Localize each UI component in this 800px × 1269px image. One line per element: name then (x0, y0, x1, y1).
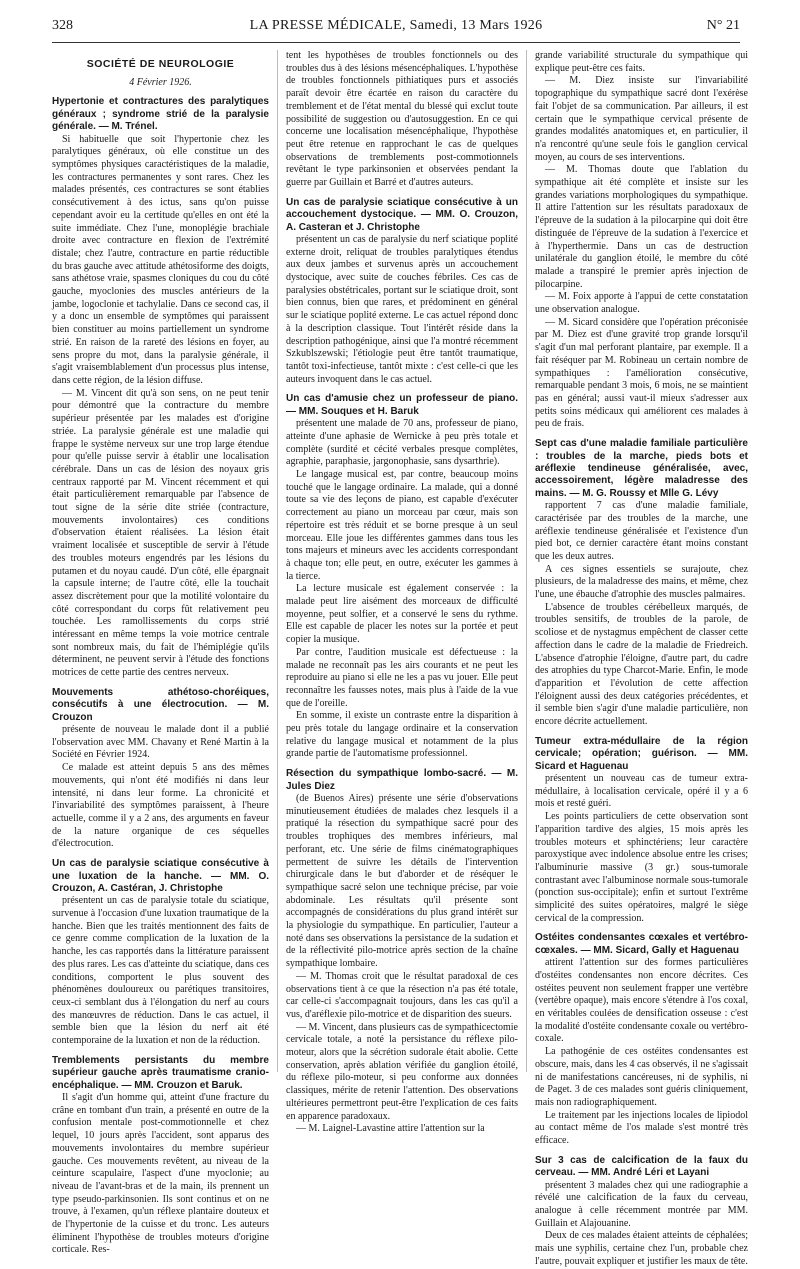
article-heading: Tremblements persistants du membre supérieur gauche après traumatisme cranio-encéphalique. — MM. Crouzon et Baruk. (52, 1054, 269, 1091)
column-2 (286, 50, 518, 1135)
article-heading: Sur 3 cas de calcification de la faux du cerveau. — MM. André Léri et Layani (535, 1154, 748, 1179)
paragraph: Il s'agit d'un homme qui, atteint d'une fracture du crâne en tombant d'un train, a présenté en outre de la confusion mentale post-commotionnelle et chez lequel, 10 jours après l'accident, sont apparus des mouvements involontaires du membre supérieur gauche. Ces mouvements revêtent, au niveau de la ceinture scapulaire, l'aspect d'une myoclonie; au niveau de l'avant-bras et de la main, ils prennent un type pseudo-parkinsonien. Ils sont continus et on ne trouve, à l'examen, qu'un réflexe plantaire douteux et de l'hypertonie de la cuisse et du tronc. Les auteurs éliminent l'hypothèse de troubles moteurs d'origine corticale. Res- (52, 1091, 269, 1256)
column-1 (52, 50, 270, 1256)
paragraph: — M. Vincent dit qu'à son sens, on ne peut tenir pour démontré que la contracture du membre supérieur présentée par les malades est d'origine striée. La paralysie générale est une maladie qui frappe le système nerveux sur une trop large étendue pour qu'elle puisse servir à établir une localisation cérébrale. Dans un cas de lésion des noyaux gris centraux rapporté par M. Vincent récemment et qui était particulièrement remarquable par l'absence de tout signe de la série dite striée (contracture, mouvements involontaires) ces conditions d'observation étaient réalisées. La lésion était vraiment localisée et susceptible de servir à l'étude des troubles moteurs engendrés par les lésions du putamen et du noyau caudé. D'un côté, elle épargnait la capsule interne; de l'autre côté, elle la touchait assez discrètement pour que la motilité volontaire du côté correspondant du corps fût relativement peu touchée. Les ramollissements du corps strié intéressant en même temps la voie motrice centrale sont nombreux mais, du fait de l'hémiplégie qu'ils déterminent, ne peuvent servir à l'étude des fonctions motrices de cette partie des centres nerveux. (52, 387, 269, 679)
article-heading: Sept cas d'une maladie familiale particulière : troubles de la marche, pieds bots et aréflexie tendineuse généralisée, avec, accessoirement, légère maladresse des mains. — M. G. Roussy et Mlle G. Lévy (535, 438, 748, 499)
paragraph: grande variabilité structurale du sympathique qui explique peut-être ces faits. (535, 50, 748, 74)
article-heading: Tumeur extra-médullaire de la région cervicale; opération; guérison. — MM. Sicard et Haguenau (535, 735, 748, 772)
paragraph: — M. Foix apporte à l'appui de cette constatation une observation analogue. (535, 291, 748, 316)
article-heading: Hypertonie et contractures des paralytiques généraux ; syndrome strié de la paralysie générale. — M. Trénel. (52, 96, 269, 133)
session-date: 4 Février 1926. (129, 76, 192, 88)
paragraph: (de Buenos Aires) présente une série d'observations minutieusement étudiées de malades chez lesquels il a pratiqué la résection du sympathique sacré pour des troubles trophiques des membres inférieurs, mal perforant, etc. Une série de films cinématographiques permettent de suivre les détails de l'intervention chirurgicale dans le but d'aborder et de réséquer le sympathique sacré selon une technique précise, par voie abdominale. Les résultats qu'il présente sont accompagnés de considérations du plus grand intérêt sur la physiologie du sympathique. En particulier, l'auteur a noté dans ses observations la persistance de la sudation et de la réflectivité pilo-motrice après section de la chaîne sympathique lombaire. (286, 793, 518, 970)
paragraph: présentent une malade de 70 ans, professeur de piano, atteinte d'une aphasie de Wernicke à peu près totale et complète (surdité et cécité verbales presque complètes, agraphie, paraphasie, jargonophasie, sans dysarthrie). (286, 418, 518, 468)
paragraph: La pathogénie de ces ostéites condensantes est obscure, mais, dans les 4 cas observés, il ne s'agissait ni de manifestations cancéreuses, ni de syphilis, ni de Paget. 3 de ces malades sont guéris cliniquement, mais non radiographiquement. (535, 1046, 748, 1108)
paragraph: Si habituelle que soit l'hypertonie chez les paralytiques généraux, où elle constitue un des symptômes physiques caractéristiques de la maladie, les contractures permanentes y sont rares. Chez les malades présentés, ces contractures se sont établies consécutivement à des ictus, sans qu'on puisse cependant avoir eu la certitude qu'elles en ont été la suite immédiate. Chez l'une, monoplégie brachiale droite avec contracture en flexion de l'extrémité distale; chez l'autre, contracture en partie réductible du bras gauche avec attitude athétosiforme des doigts, sans athétose vraie, spasmes cloniques du cou du côté gauche, myoclonies des muscles antérieurs de la jambe, logoclonie et tachylalie. Dans ce second cas, il y a donc un ensemble de symptômes qui paraissent bien constituer au moins partiellement un syndrome strié. En raison de la rareté des lésions en foyer, au sens propre du mot, dans la paralysie générale, il s'agit vraisemblablement d'un processus plus intense, dans cette région, de la lésion diffuse. (52, 133, 269, 386)
paragraph: Ce malade est atteint depuis 5 ans des mêmes mouvements, qui n'ont été modifiés ni dans leur intensité, ni dans leur forme. La chronicité et l'invariabilité des symptômes paraissent, à l'heure actuelle, comme il y a 2 ans, des arguments en faveur de la nature organique de ces séquelles d'électrocution. (52, 762, 269, 850)
paragraph: — M. Thomas croit que le résultat paradoxal de ces observations tient à ce que la résection n'a pas été totale, car celle-ci s'accompagnait toujours, dans les cas qu'il a vus, d'aréflexie pilo-motrice et de disparition des sueurs. (286, 970, 518, 1020)
paragraph: — M. Sicard considère que l'opération préconisée par M. Diez est d'une gravité trop grande lorsqu'il s'agit d'un mal perforant plantaire, par exemple. Il a fait réséquer par M. Robineau un certain nombre de sympathiques : l'amélioration consécutive, remarquable pendant 3 mois, 6 mois, ne se maintient pas en général; aussi vaut-il mieux s'adresser aux petits soins médicaux qui améliorent ces malades à peu de frais. (535, 316, 748, 430)
paragraph: La lecture musicale est également conservée : la malade peut lire aisément des morceaux de difficulté moyenne, peut solfier, et a conservé le sens du rythme. Elle est capable de placer les notes sur la portée et peut copier la musique. (286, 583, 518, 646)
paragraph: rapportent 7 cas d'une maladie familiale, caractérisée par des troubles de la marche, une aréflexie tendineuse généralisée et l'existence d'un pied bot, ce dernier caractère étant moins constant que les deux autres. (535, 500, 748, 562)
paragraph: Le langage musical est, par contre, beaucoup moins touché que le langage ordinaire. La malade, qui a donné toute sa vie des leçons de piano, est capable d'exécuter correctement au piano un morceau par cœur, mais son répertoire est très réduit et se borne presque à un seul morceau. Elle joue les différentes gammes dans tous les tons majeurs et mineurs avec les accidents correspondant à chaque ton; elle peut, en outre, exécuter les gammes à la tierce. (286, 469, 518, 582)
paragraph: Par contre, l'audition musicale est défectueuse : la malade ne reconnaît pas les airs courants et ne peut les reproduire au piano si elle ne les a pas vu jouer. Elle peut reconnaître les fausses notes, mais plus à l'aide de la vue que de l'oreille. (286, 646, 518, 709)
paragraph: — M. Thomas doute que l'ablation du sympathique ait été complète et insiste sur les grandes variations morphologiques du sympathique. Il attire l'attention sur les résultats paradoxaux de l'épreuve de la sudation à la pilocarpine qui doit être distinguée de l'épreuve de la sudation à l'exercice et à l'hyperthermie. Dans un cas de destruction unilatérale du ganglion étoilé, le membre du côté malade a transpiré le premier après injection de pilocarpine. (535, 164, 748, 290)
article-heading: Résection du sympathique lombo-sacré. — M. Jules Diez (286, 768, 518, 792)
paragraph: présentent un nouveau cas de tumeur extra-médullaire, à localisation cervicale, opéré il y a 6 mois et resté guéri. (535, 773, 748, 810)
page-number: 328 (52, 18, 73, 33)
journal-title: LA PRESSE MÉDICALE, Samedi, 13 Mars 1926 (249, 18, 543, 33)
paragraph: attirent l'attention sur des formes particulières d'ostéites condensantes non encore décrites. Ces ostéites peuvent non seulement frapper une vertèbre (vertèbre opaque), mais encore s'étendre à l'os coxal, en véritables coulées de densification osseuse : c'est la modalité d'ostéite condensante coxale ou vertébro-coxale. (535, 957, 748, 1045)
paragraph: tent les hypothèses de troubles fonctionnels ou des troubles dus à des lésions mésencéphaliques. L'hypothèse de troubles fonctionnels pithiatiques purs et associés paraît devoir être écartée en raison du caractère du tremblement et de l'état mental du blessé qui exclut toute possibilité de suggestion ou d'autosuggestion. En ce qui concerne une localisation mésencéphalique, l'hypothèse peut être retenue en rapprochant le cas de quelques observations de tremblements post-commotionnels revêtant le type parkinsonien et observées pendant la guerre par Guillain et Barré et d'autres auteurs. (286, 50, 518, 189)
header-rule (52, 42, 740, 43)
paragraph: — M. Vincent, dans plusieurs cas de sympathicectomie cervicale totale, a noté la persistance du réflexe pilo-moteur, alors que la sécrétion sudorale était abolie. Cette conservation, après ablation vérifiée du ganglion étoilé, du réflexe pilo-moteur, si peu conforme aux données classiques, mérite de retenir l'attention. Des observations ultérieures permettront peut-être l'explication de ces faits en apparence paradoxaux. (286, 1021, 518, 1122)
paragraph: présentent 3 malades chez qui une radiographie a révélé une calcification de la faux du cerveau, analogue à celle récemment montrée par MM. Guillain et Alajouanine. (535, 1179, 748, 1229)
paragraph: présentent un cas de paralysie du nerf sciatique poplité externe droit, reliquat de troubles paralytiques étendus aux deux jambes et survenus après un accouchement dystocique, avec suite de couches fébriles. Ces cas de paralysies obstétricales, portant sur le sciatique droit, sont bien connus, bien que rares, et prédominent en général sur le sciatique poplité externe. Le cas actuel répond donc à la description classique. Tout l'intérêt réside dans la description pathogénique, ainsi que l'a montré récemment Szkublszewski; l'étiologie peut être tantôt traumatique, tantôt toxi-infectieuse, tantôt mixte : c'est celle-ci que les auteurs invoquent dans le cas actuel. (286, 233, 518, 385)
paragraph: — M. Laignel-Lavastine attire l'attention sur la (296, 1123, 485, 1135)
section-title: SOCIÉTÉ DE NEUROLOGIE (86, 58, 235, 70)
paragraph: Le traitement par les injections locales de lipiodol au contact même de l'os malade s'est montré très efficace. (535, 1109, 748, 1147)
column-divider (277, 50, 278, 1072)
column-divider (526, 50, 527, 1072)
page-header (52, 18, 740, 40)
paragraph: présente de nouveau le malade dont il a publié l'observation avec MM. Chavany et René Martin à la Société en Février 1924. (52, 724, 269, 761)
article-heading: Un cas de paralysie sciatique consécutive à une luxation de la hanche. — MM. O. Crouzon, A. Castéran, J. Christophe (52, 858, 269, 894)
article-heading: Ostéites condensantes cœxales et vertébro-cœxales. — MM. Sicard, Gally et Haguenau (535, 932, 748, 956)
paragraph: L'absence de troubles cérébelleux marqués, de troubles sensitifs, de troubles de la parole, de scoliose et de nystagmus empêchent de classer cette affection dans le cadre de la maladie de Friedreich. L'absence d'atrophie l'éloigne, d'autre part, du cadre des atrophies du type Charcot-Marie. Enfin, le mode d'apparition et l'évolution de cette affection l'éloignent aussi des deux catégories précédentes, et il semble bien s'agir d'une maladie particulière, non encore décrite actuellement. (535, 601, 748, 728)
column-3 (535, 50, 748, 1267)
article-heading: Un cas de paralysie sciatique consécutive à un accouchement dystocique. — MM. O. Crouzon, A. Casteran et J. Christophe (286, 196, 518, 233)
issue-number: N° 21 (706, 18, 740, 33)
paragraph: En somme, il existe un contraste entre la disparition à peu près totale du langage ordinaire et la conservation relative du langage musical et notamment de la plus grande partie de l'automatisme professionnel. (286, 710, 518, 760)
article-heading: Mouvements athétoso-choréiques, consécutifs à une électrocution. — M. Crouzon (52, 686, 269, 723)
article-heading: Un cas d'amusie chez un professeur de piano. — MM. Souques et H. Baruk (286, 393, 518, 417)
paragraph: A ces signes essentiels se surajoute, chez plusieurs, de la maladresse des mains, et même, chez l'une, une ébauche d'atrophie des muscles palmaires. (535, 563, 748, 601)
paragraph: Deux de ces malades étaient atteints de céphalées; mais une syphilis, certaine chez l'un, probable chez l'autre, pouvait expliquer et justifier les maux de tête. (535, 1230, 748, 1267)
paragraph: présentent un cas de paralysie totale du sciatique, survenue à l'occasion d'une luxation traumatique de la hanche. Bien que les traités mentionnent des faits de ce genre comme complication de la luxation de la hanche, les cas rapportés dans la littérature paraissent des plus rares. Les cas d'atteinte du sciatique, dans ces conditions, comportent le plus souvent des phénomènes douloureux ou parétiques transitoires, ceux-ci semblant dus à l'élongation du nerf au cours des manœuvres de réduction. Dans le cas actuel, il semble bien que la lésion du nerf ait été contemporaine de la luxation et non de la réduction. (52, 895, 270, 1047)
paragraph: — M. Diez insiste sur l'invariabilité topographique du sympathique sacré dont l'exérèse fait l'objet de sa communication. Par ailleurs, il est certain que le sympathique cervical présente de grandes modalités anatomiques et, en particulier, il n'a rencontré qu'une seule fois le ganglion cervical moyen, au cours de ses interventions. (535, 75, 748, 163)
paragraph: Les points particuliers de cette observation sont l'apparition tardive des algies, 15 mois après les troubles moteurs et sphinctériens; leur caractère paroxystique avec indolence absolue entre les crises; l'albuminurie massive (3 gr.) sous-tumorale contrastant avec l'albuminose normale sous-tumorale (ponction sus-occipitale); enfin et surtout l'extrême simplicité des suites opératoires, malgré le siège cervical de la compression. (535, 811, 748, 924)
